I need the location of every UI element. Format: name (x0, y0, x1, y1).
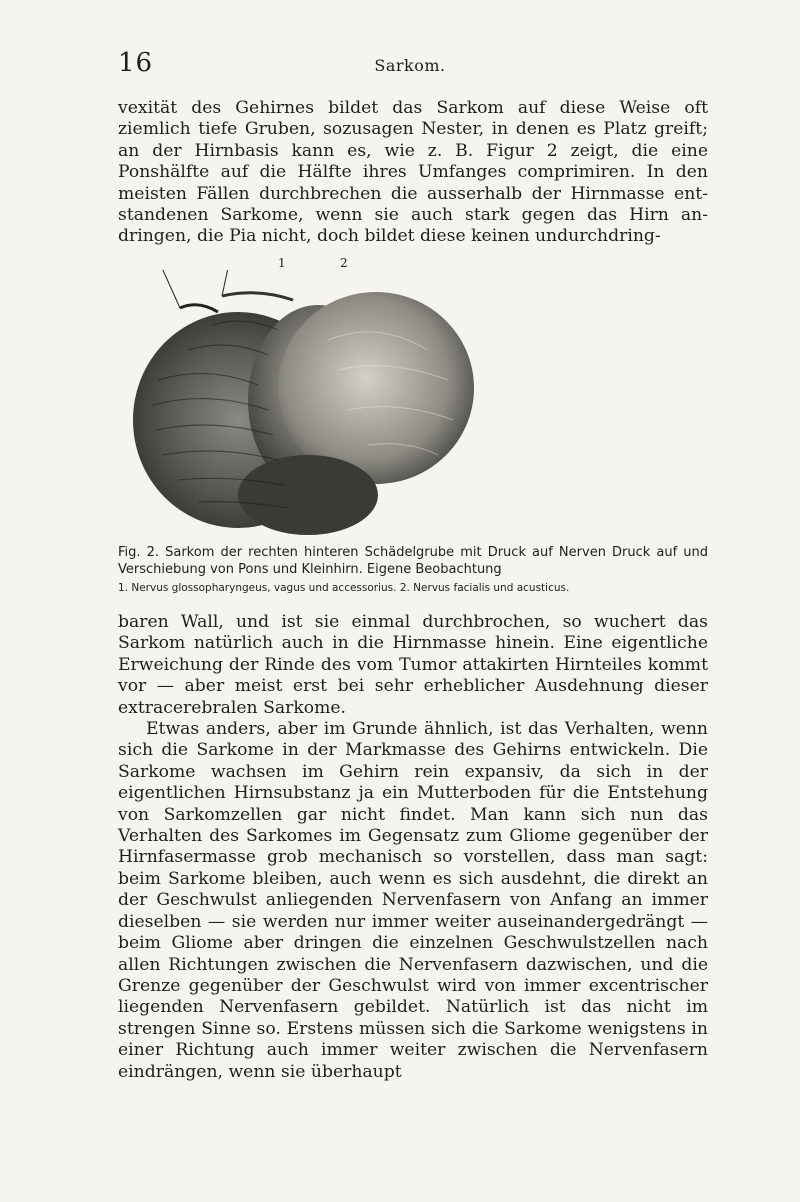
paragraph-text: Etwas anders, aber im Grunde ähnlich, ist das Verhalten, wenn sich die Sarkome in der Markmasse des Gehirns entwickeln. Die Sarkome wachsen im Gehirn rein expansiv, da sich in der eigentlichen Hirnsubstanz ja ein Mutterboden für die Entstehung von Sarkomzellen gar nicht findet. Man kann sich nun das Verhalten des Sarkomes im Gegensatz zum Gliome gegenüber der Hirnfasermasse grob mechanisch so vorstellen, dass man sagt: beim Sarkome bleiben, auch wenn es sich ausdehnt, die direkt an der Geschwulst anliegenden Nervenfasern von Anfang an immer dieselben — sie werden nur immer weiter auseinandergedrängt — beim Gliome aber dringen die einzelnen Geschwulstzellen nach allen Richtungen zwischen die Nervenfasern dazwischen, und die Grenze gegenüber der Geschwulst wird von immer excentrischer liegenden Nervenfasern gebildet. Natürlich ist das nicht im strengen Sinne so. Erstens müssen sich die Sarkome wenigstens in einer Richtung auch immer weiter zwischen die Nervenfasern eindrängen, wenn sie überhaupt (118, 719, 708, 1082)
pointer-line-2 (222, 270, 228, 296)
main-text (118, 612, 708, 1083)
paragraph-text: baren Wall, und ist sie einmal durchbrochen, so wuchert das Sarkom natürlich auch in die Hirnmasse hinein. Eine eigentliche Erweichung der Rinde des vom Tumor attakirten Hirnteiles kommt vor — aber meist erst bei sehr erheblicher Ausdehnung dieser extracerebralen Sarkome. (118, 612, 708, 718)
pointer-line-1 (162, 270, 180, 308)
paragraph-text: vexität des Gehirnes bildet das Sarkom auf diese Weise oft ziemlich tiefe Gruben, sozusagen Nester, in denen es Platz greift; an der Hirnbasis kann es, wie z. B. Figur 2 zeigt, die eine Ponshälfte auf die Hälfte ihres Umfanges comprimiren. In den meisten Fällen durchbrechen die ausserhalb der Hirnmasse entstandenen Sarkome, wenn sie auch stark gegen das Hirn andringen, die Pia nicht, doch bildet diese keinen undurchdring- (118, 98, 708, 247)
page-number: 16 (118, 48, 154, 78)
nerve-stump-facialis (222, 293, 293, 300)
figure-label-2: 2 (340, 256, 348, 270)
brain-specimen-illustration (118, 270, 708, 538)
figure-label-1: 1 (278, 256, 286, 270)
paragraph-top (118, 98, 708, 248)
caption-text: Fig. 2. Sarkom der rechten hinteren Schädelgrube mit Druck auf Nerven Druck auf und Verschiebung von Pons und Kleinhirn. Eigene Beobachtung (118, 545, 708, 577)
figure-brain-specimen (118, 256, 708, 536)
lower-lobe (238, 455, 378, 535)
nerve-stump-glossopharyngeus (180, 305, 218, 312)
figure-caption (118, 544, 708, 597)
page-header (110, 48, 710, 78)
running-head: Sarkom. (374, 56, 446, 75)
caption-note: 1. Nervus glossopharyngeus, vagus und accessorius. 2. Nervus facialis und acusticus. (118, 582, 570, 594)
